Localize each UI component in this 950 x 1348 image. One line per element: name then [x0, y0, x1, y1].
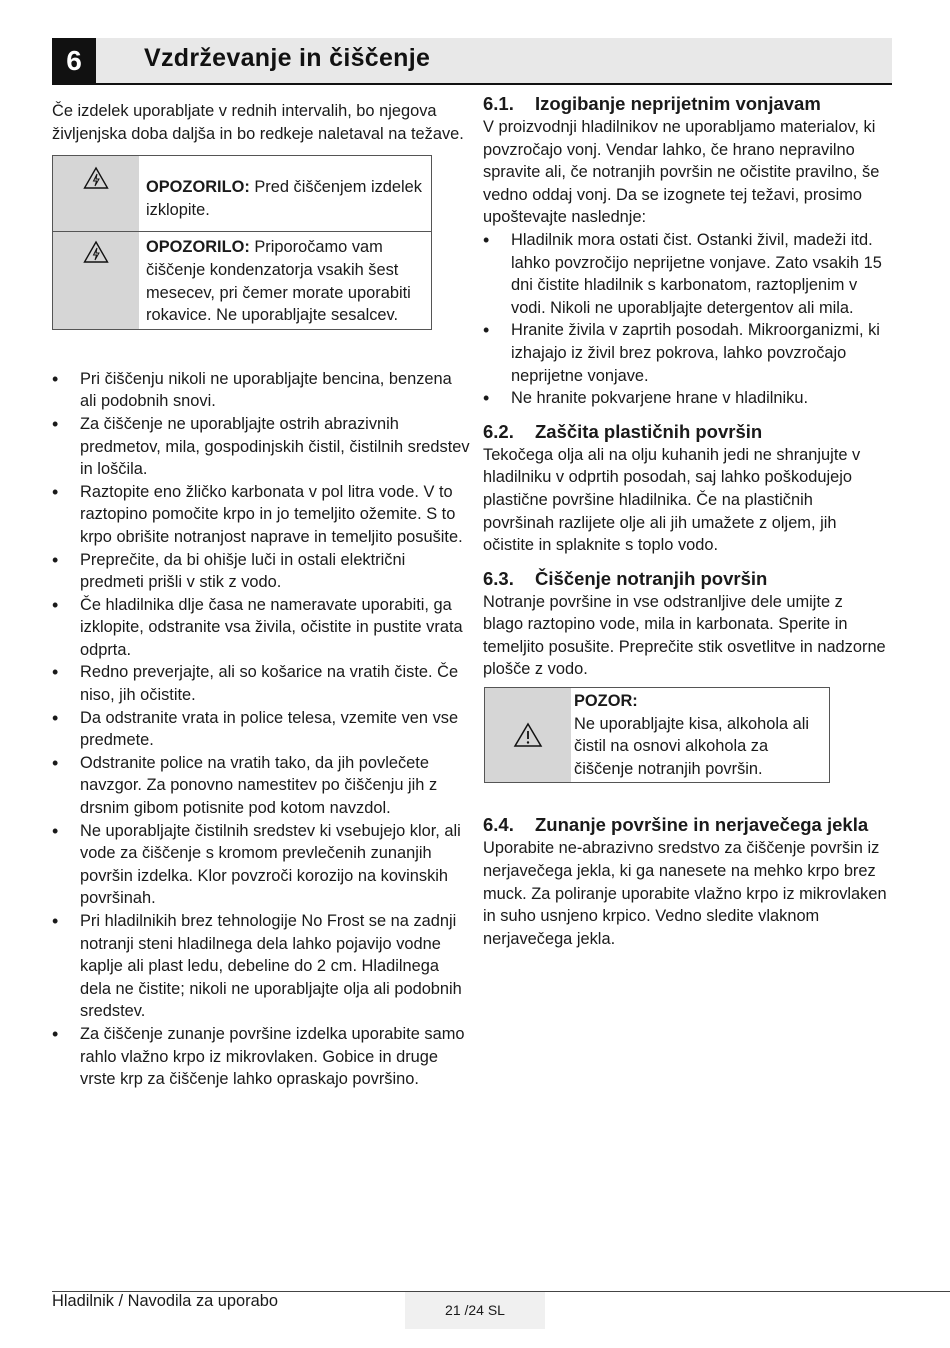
warning-icon [513, 722, 543, 748]
section-heading-6-1: 6.1. Izogibanje neprijetnim vonjavam [483, 93, 821, 114]
list-item: • Raztopite eno žličko karbonata v pol litra vode. V to raztopino pomočite krpo in jo temeljito ožemite. S to krpo obrišite notranjost naprave in temeljito posušite. [52, 481, 470, 549]
section-text: V proizvodnji hladilnikov ne uporabljamo materialov, ki povzročajo vonj. Vendar lahko, če hrano nepravilno spravite ali, če notranjih površin ne očistite pravilno, še vedno oddaj vonj. Da se izognete tej težavi, prosimo upoštevajte naslednje: [483, 118, 880, 227]
chapter-number: 6 [52, 38, 96, 83]
list-item: • Ne uporabljajte čistilnih sredstev ki vsebujejo klor, ali vode za čiščenje s kromom prevlečenih zunanjih površin izdelka. Klor povzroči korozijo na kovinskih površinah. [52, 820, 470, 910]
list-item: • Da odstranite vrata in police telesa, vzemite ven vse predmete. [52, 707, 470, 752]
list-item: • Odstranite police na vratih tako, da jih povlečete navzgor. Za ponovno namestitev po čiščenju jih z drsnim gibom potisnite pod kotom navzdol. [52, 752, 470, 820]
list-item: • Ne hranite pokvarjene hrane v hladilniku. [483, 387, 887, 410]
list-item: • Preprečite, da bi ohišje luči in ostali električni predmeti prišli v stik z vodo. [52, 549, 470, 594]
warning-table [52, 155, 432, 330]
odor-bullet-list [483, 229, 887, 410]
chapter-title: Vzdrževanje in čiščenje [144, 44, 431, 72]
list-item: • Za čiščenje ne uporabljajte ostrih abrazivnih predmetov, mila, gospodinjskih čistil, čistilnih sredstev in loščila. [52, 413, 470, 481]
caution-icon-cell [485, 688, 571, 782]
right-column [483, 92, 887, 950]
list-item: • Pri čiščenju nikoli ne uporabljajte bencina, benzena ali podobnih snovi. [52, 368, 470, 413]
warning-icon-cell [53, 156, 139, 231]
section-text: Uporabite ne-abrazivno sredstvo za čiščenje površin iz nerjavečega jekla, ki ga nanesete na mehko krpo brez muck. Za poliranje uporabite vlažno krpo iz mikrovlaken in suho usnjeno krpico. Vedno sledite vlaknom nerjavečega jekla. [483, 839, 887, 948]
section-text: Tekočega olja ali na olju kuhanih jedi ne shranjujte v hladilniku v odprtih posodah, saj lahko poškodujejo plastične površine hladilnika. Če na plastičnih površinah razlijete olje ali jih umažete z oljem, jih očistite in splaknite s toplo vodo. [483, 445, 861, 555]
section-heading-6-4: 6.4. Zunanje površine in nerjavečega jekla [483, 814, 869, 836]
warning-icon-cell [53, 232, 139, 328]
section-heading-6-2: 6.2. Zaščita plastičnih površin [483, 420, 763, 442]
warning-icon [83, 240, 109, 264]
cleaning-bullet-list [52, 368, 470, 1091]
caution-box [484, 687, 830, 783]
warning-icon [83, 166, 109, 190]
section-text: Notranje površine in vse odstranljive dele umijte z blago raztopino vode, mila in karbonata. Sperite in temeljito posušite. Preprečite stik osvetlitve in nadzorne plošče z vodo. [483, 592, 886, 679]
warning-row [53, 232, 431, 328]
list-item: • Redno preverjajte, ali so košarice na vratih čiste. Če niso, jih očistite. [52, 661, 470, 706]
left-column [52, 100, 470, 1091]
list-item: • Hranite živila v zaprtih posodah. Mikroorganizmi, ki izhajajo iz živil brez pokrova, lahko povzročajo neprijetne vonjave. [483, 319, 887, 387]
section-heading-6-3: 6.3. Čiščenje notranjih površin [483, 567, 768, 589]
footer-doc-title: Hladilnik / Navodila za uporabo [52, 1292, 278, 1310]
caution-text: POZOR: Ne uporabljajte kisa, alkohola ali čistil na osnovi alkohola za čiščenje notranjih površin. [574, 692, 810, 778]
warning-text: OPOZORILO: Pred čiščenjem izdelek izklopite. [146, 178, 422, 219]
caution-label: POZOR: [574, 692, 638, 711]
page-number: 21 /24 SL [405, 1292, 545, 1329]
list-item: • Pri hladilnikih brez tehnologije No Frost se na zadnji notranji steni hladilnega dela lahko pojavijo vodne kaplje ali plast ledu, debeline do 2 cm. Hladilnega dela ne čistite; nikoli ne uporabljajte olja ali podobnih sredstev. [52, 910, 470, 1023]
list-item: • Hladilnik mora ostati čist. Ostanki živil, madeži itd. lahko povzročijo neprijetne vonjave. Zato vsakih 15 dni čistite hladilnik s karbonatom, raztopljenim v vodi. Nikoli ne uporabljajte detergentov ali mila. [483, 229, 887, 319]
chapter-header [52, 38, 892, 85]
warning-text: OPOZORILO: Priporočamo vam čiščenje kondenzatorja vsakih šest mesecev, pri čemer morate uporabiti rokavice. Ne uporabljajte sesalcev. [146, 238, 411, 325]
list-item: • Če hladilnika dlje časa ne nameravate uporabiti, ga izklopite, odstranite vsa živila, očistite in pustite vrata odprta. [52, 594, 470, 662]
list-item: • Za čiščenje zunanje površine izdelka uporabite samo rahlo vlažno krpo iz mikrovlaken. Gobice in druge vrste krp za čiščenje lahko opraskajo površino. [52, 1023, 470, 1091]
intro-paragraph: Če izdelek uporabljate v rednih intervalih, bo njegova življenjska doba daljša in bo redkeje naletaval na težave. [52, 102, 464, 143]
warning-row [53, 156, 431, 232]
